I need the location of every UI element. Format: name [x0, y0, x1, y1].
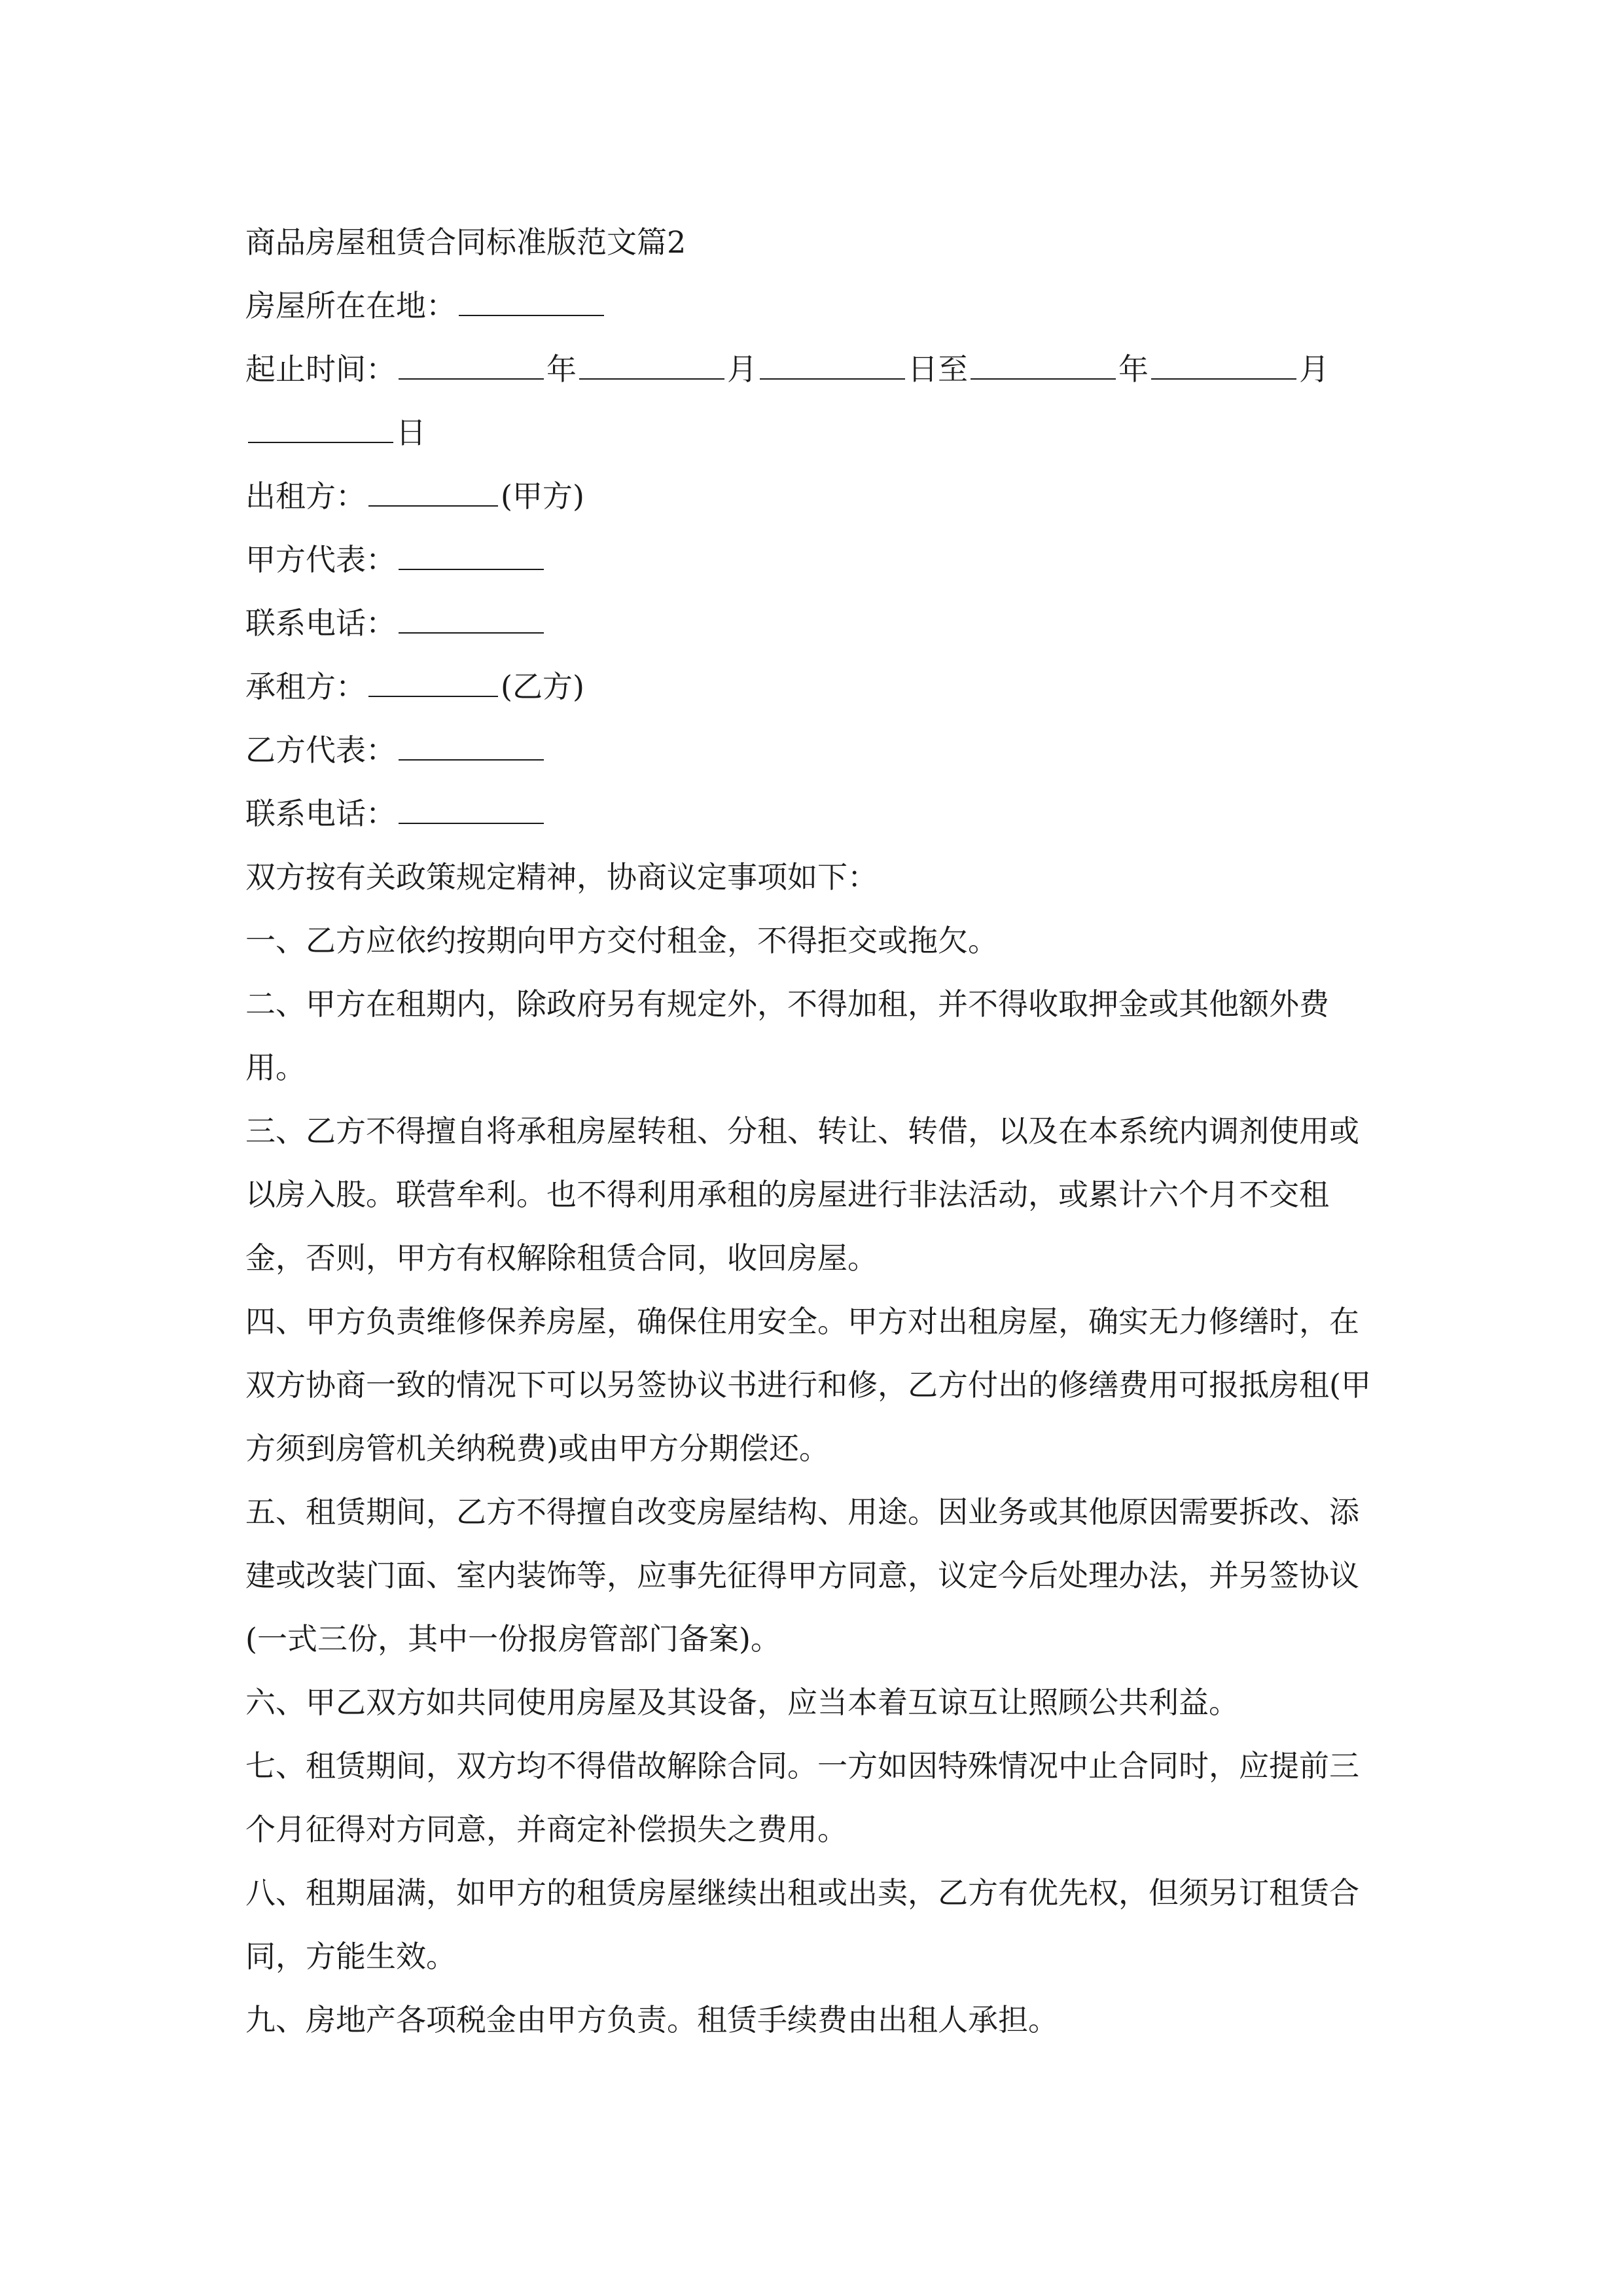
clause-8: 八、租期届满，如甲方的租赁房屋继续出租或出卖，乙方有优先权，但须另订租赁合同，方能生效。	[245, 1875, 1359, 1974]
lessee-label: 承租方：	[245, 669, 366, 704]
party-b-rep-label: 乙方代表：	[245, 732, 396, 768]
start-month-blank[interactable]	[579, 348, 724, 380]
lessor-suffix: (甲方)	[501, 478, 584, 514]
lessee-line	[245, 655, 1384, 719]
unit-month-2: 月	[1299, 351, 1329, 387]
location-line	[245, 274, 1384, 338]
lessor-label: 出租方：	[245, 478, 366, 514]
party-b-phone-label: 联系电话：	[245, 796, 396, 831]
clause-2: 二、甲方在租期内，除政府另有规定外，不得加租，并不得收取押金或其他额外费用。	[245, 986, 1329, 1085]
clause-3: 三、乙方不得擅自将承租房屋转租、分租、转让、转借，以及在本系统内调剂使用或以房入股。联营牟利。也不得利用承租的房屋进行非法活动，或累计六个月不交租金，否则，甲方有权解除租赁合同，收回房屋。	[245, 1113, 1359, 1276]
party-a-phone-label: 联系电话：	[245, 605, 396, 641]
contract-page	[245, 211, 1384, 2052]
end-month-blank[interactable]	[1151, 348, 1296, 380]
clause-4: 四、甲方负责维修保养房屋，确保住用安全。甲方对出租房屋，确实无力修缮时，在双方协商一致的情况下可以另签协议书进行和修，乙方付出的修缮费用可报抵房租(甲方须到房管机关纳税费)或由甲方分期偿还。	[245, 1304, 1371, 1466]
party-b-rep-blank[interactable]	[399, 729, 544, 761]
clause-9: 九、房地产各项税金由甲方负责。租赁手续费由出租人承担。	[245, 2002, 1058, 2037]
location-blank[interactable]	[459, 285, 604, 316]
lessor-line	[245, 465, 1384, 528]
party-a-rep-blank[interactable]	[399, 539, 544, 570]
document-title: 商品房屋租赁合同标准版范文篇2	[245, 224, 687, 260]
intro-paragraph: 双方按有关政策规定精神，协商议定事项如下：	[245, 859, 878, 895]
lessee-blank[interactable]	[368, 666, 498, 697]
unit-day: 日	[396, 415, 426, 450]
clause-1: 一、乙方应依约按期向甲方交付租金，不得拒交或拖欠。	[245, 923, 998, 958]
end-day-blank[interactable]	[248, 412, 393, 443]
start-year-blank[interactable]	[399, 348, 544, 380]
period-line-end	[245, 401, 1384, 465]
party-b-rep-line	[245, 719, 1384, 782]
lessee-suffix: (乙方)	[501, 669, 584, 704]
lessor-blank[interactable]	[368, 475, 498, 507]
clause-7: 七、租赁期间，双方均不得借故解除合同。一方如因特殊情况中止合同时，应提前三个月征得对方同意，并商定补偿损失之费用。	[245, 1748, 1359, 1847]
clause-5: 五、租赁期间，乙方不得擅自改变房屋结构、用途。因业务或其他原因需要拆改、添建或改装门面、室内装饰等，应事先征得甲方同意，议定今后处理办法，并另签协议(一式三份，其中一份报房管部门备案)。	[245, 1494, 1359, 1657]
unit-year: 年	[546, 351, 577, 387]
period-line	[245, 338, 1384, 401]
party-a-phone-line	[245, 592, 1384, 655]
clause-6: 六、甲乙双方如共同使用房屋及其设备，应当本着互谅互让照顾公共利益。	[245, 1685, 1239, 1720]
party-b-phone-blank[interactable]	[399, 793, 544, 824]
party-a-rep-line	[245, 528, 1384, 592]
party-a-phone-blank[interactable]	[399, 602, 544, 634]
unit-month: 月	[727, 351, 757, 387]
start-day-blank[interactable]	[760, 348, 905, 380]
end-year-blank[interactable]	[971, 348, 1116, 380]
party-a-rep-label: 甲方代表：	[245, 542, 396, 577]
unit-day-to: 日至	[908, 351, 968, 387]
period-label: 起止时间：	[245, 351, 396, 387]
unit-year-2: 年	[1118, 351, 1149, 387]
location-label: 房屋所在在地：	[245, 288, 456, 323]
party-b-phone-line	[245, 782, 1384, 846]
